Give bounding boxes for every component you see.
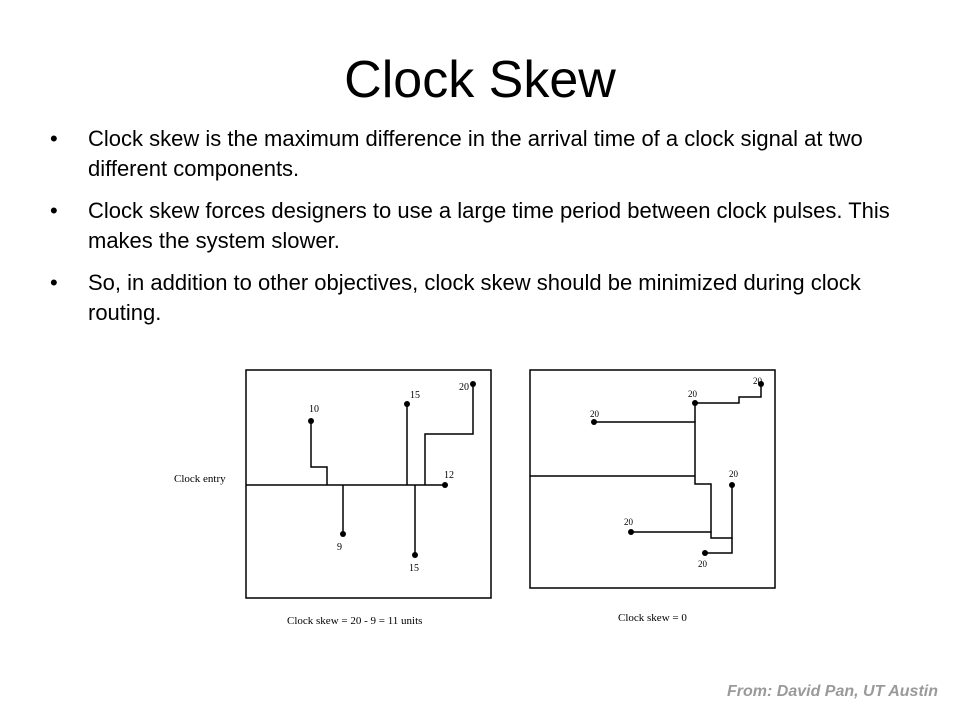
balanced-clock-tree [530, 370, 775, 588]
sink-label: 12 [444, 470, 454, 481]
sink-node [702, 550, 708, 556]
sink-label: 9 [337, 542, 342, 553]
left-figure-caption: Clock skew = 20 - 9 = 11 units [287, 615, 423, 627]
bullet-dot: • [50, 126, 58, 151]
sink-node [308, 418, 314, 424]
source-credit: From: David Pan, UT Austin [727, 683, 938, 700]
sink-node [692, 400, 698, 406]
sink-node [340, 531, 346, 537]
sink-label: 20 [624, 517, 633, 527]
wire-to-sink-10 [311, 421, 327, 485]
sink-label: 10 [309, 404, 319, 415]
sink-label: 20 [688, 389, 697, 399]
bullet-text: So, in addition to other objectives, clock skew should be minimized during clock routing. [88, 270, 861, 325]
clock-entry-label: Clock entry [174, 473, 226, 485]
sink-label: 15 [410, 390, 420, 401]
wire-to-sink-right [711, 485, 732, 538]
sink-node [442, 482, 448, 488]
sink-label: 20 [753, 376, 762, 386]
right-figure-caption: Clock skew = 0 [618, 612, 687, 624]
slide-title: Clock Skew [344, 51, 616, 109]
bullet-dot: • [50, 198, 58, 223]
sink-node [470, 381, 476, 387]
unbalanced-clock-tree [246, 370, 491, 598]
bullet-text: Clock skew is the maximum difference in the arrival time of a clock signal at two different components. [88, 126, 863, 181]
bullet-dot: • [50, 270, 58, 295]
sink-label: 20 [698, 559, 707, 569]
wire-to-sink-lower-left [631, 476, 711, 532]
left-routing-box [246, 370, 491, 598]
sink-node [591, 419, 597, 425]
wire-to-sink-bottom [705, 538, 732, 553]
sink-label: 20 [729, 469, 738, 479]
sink-label: 20 [590, 409, 599, 419]
right-sink-dots [591, 381, 764, 556]
bullet-text: Clock skew forces designers to use a large time period between clock pulses. This makes the system slower. [88, 198, 890, 253]
sink-node [628, 529, 634, 535]
wire-to-sink-upper-left [594, 422, 695, 476]
sink-node [729, 482, 735, 488]
sink-label: 20 [459, 382, 469, 393]
sink-label: 15 [409, 563, 419, 574]
sink-node [412, 552, 418, 558]
wire-to-upper-sinks [695, 384, 761, 422]
sink-node [404, 401, 410, 407]
